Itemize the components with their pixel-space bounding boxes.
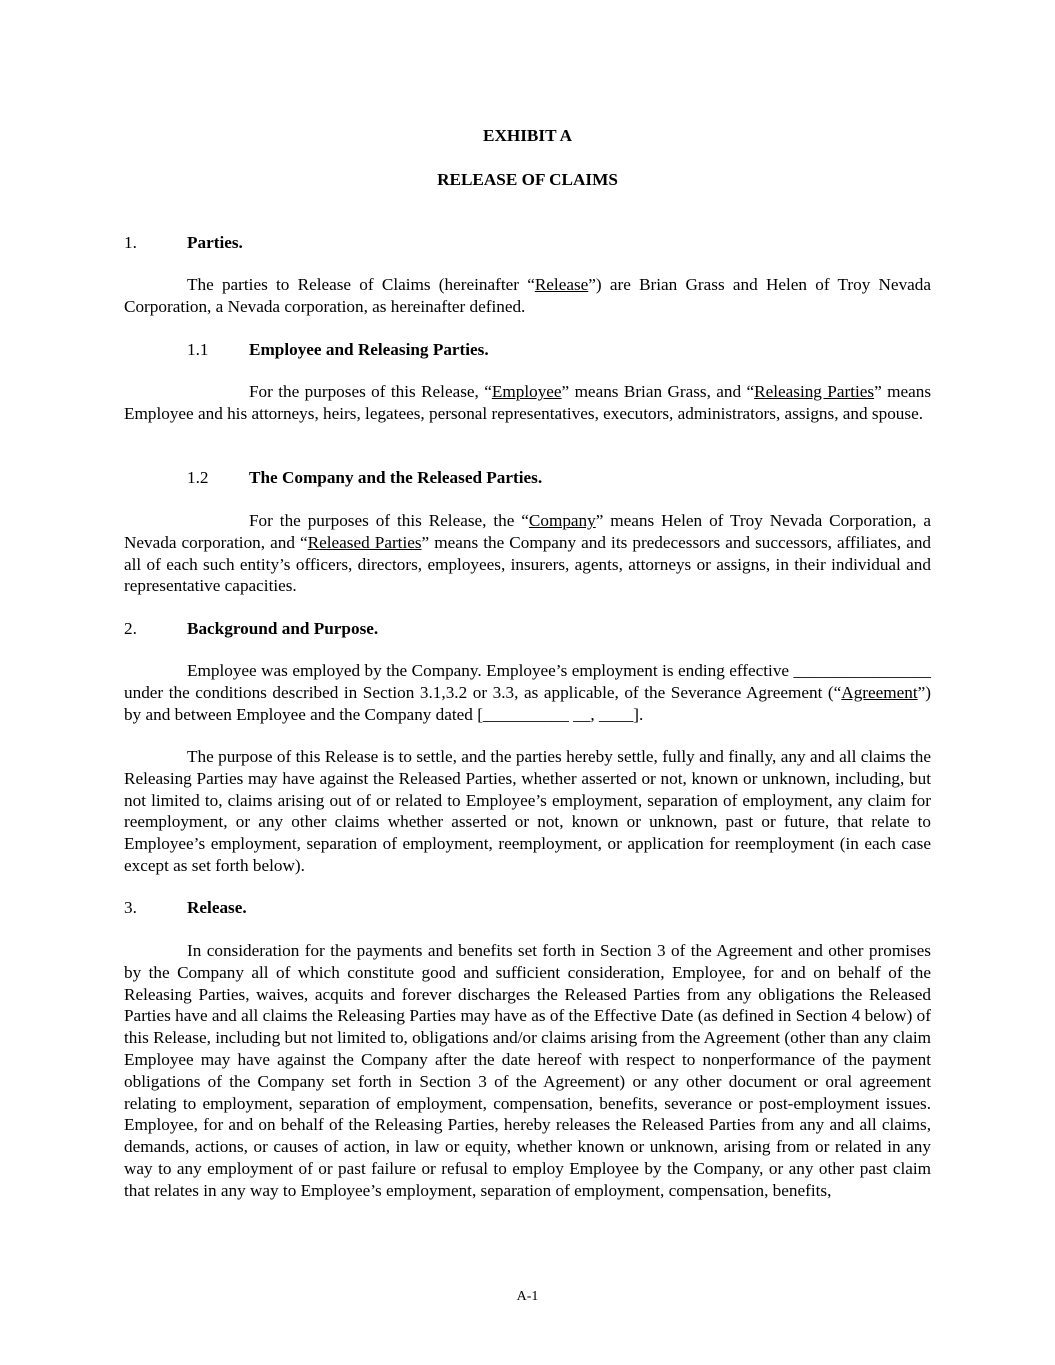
section-3-paragraph-1: In consideration for the payments and benefits set forth in Section 3 of the Agreement and other promises by the Company all of which constitute good and sufficient consideration, Employee, for and on behalf of the Releasing Parties, waives, acquits and forever discharges the Released Parties from any obligations the Released Parties have and all claims the Releasing Parties may have as of the Effective Date (as defined in Section 4 below) of this Release, including but not limited to, obligations and/or claims arising from the Agreement (other than any claim Employee may have against the Company after the date hereof with respect to nonperformance of the payment obligations of the Company set forth in Section 3 of the Agreement) or any other document or oral agreement relating to employment, separation of employment, compensation, benefits, severance or post-employment issues. Employee, for and on behalf of the Releasing Parties, hereby releases the Released Parties from any and all claims, demands, actions, or causes of action, in law or equity, whether known or unknown, arising from or related in any way to any employment of or past failure or refusal to employ Employee by the Company, or any other past claim that relates in any way to Employee’s employment, separation of employment, compensation, benefits, <box>124 941 931 1200</box>
section-title: Employee and Releasing Parties. <box>249 340 489 359</box>
section-2-paragraph-2: The purpose of this Release is to settle, and the parties hereby settle, fully and finally, any and all claims the Releasing Parties may have against the Released Parties, whether asserted or not, known or unknown, including, but not limited to, claims arising out of or related to Employee’s employment, separation of employment, any claim for reemployment, or any other claims whether asserted or not, known or unknown, past or future, that relate to Employee’s employment, separation of employment, reemployment, or application for reemployment (in each case except as set forth below). <box>124 747 931 875</box>
document-page <box>124 0 931 1365</box>
defined-term-employee: Employee <box>491 382 562 401</box>
section-1-paragraph: The parties to Release of Claims (hereinafter “Release”) are Brian Grass and Helen of Troy Nevada Corporation, a Nevada corporation, as hereinafter defined. <box>124 275 932 316</box>
section-number: 2. <box>124 619 137 638</box>
section-title: Parties. <box>187 233 243 252</box>
section-2-paragraph-1: Employee was employed by the Company. Employee’s employment is ending effective ________________ under the conditions described in Section 3.1,3.2 or 3.3, as applicable, of the Severance Agreement (“Agreement”) by and between Employee and the Company dated [__________ __, ____]. <box>124 661 931 724</box>
section-2-heading <box>124 618 931 640</box>
section-number: 1.1 <box>187 340 209 359</box>
page-number: A-1 <box>516 1289 539 1304</box>
section-title: The Company and the Released Parties. <box>249 468 543 487</box>
section-1-1-heading <box>124 339 931 361</box>
section-number: 1. <box>124 233 137 252</box>
section-number: 3. <box>124 898 137 917</box>
defined-term-agreement: Agreement <box>841 682 918 702</box>
document-title: RELEASE OF CLAIMS <box>437 170 618 189</box>
defined-term-releasing-parties: Releasing Parties <box>754 382 875 401</box>
section-1-heading <box>124 232 931 254</box>
exhibit-label: EXHIBIT A <box>483 126 572 145</box>
section-1-2-paragraph: For the purposes of this Release, the “Company” means Helen of Troy Nevada Corporation, a Nevada corporation, and “Released Parties” means the Company and its predecessors and successors, affiliates, and all of each such entity’s officers, directors, employees, insurers, agents, attorneys or assigns, in their individual and representative capacities. <box>124 511 932 596</box>
section-3-heading <box>124 897 931 919</box>
defined-term-released-parties: Released Parties <box>307 532 422 552</box>
section-1-2-heading <box>124 467 931 489</box>
defined-term-company: Company <box>528 511 596 530</box>
section-number: 1.2 <box>187 468 209 487</box>
defined-term-release: Release <box>534 275 589 294</box>
section-title: Background and Purpose. <box>187 619 379 638</box>
section-title: Release. <box>187 898 247 917</box>
section-1-1-paragraph: For the purposes of this Release, “Employee” means Brian Grass, and “Releasing Parties” means Employee and his attorneys, heirs, legatees, personal representatives, executors, administrators, assigns, and spouse. <box>124 382 932 423</box>
